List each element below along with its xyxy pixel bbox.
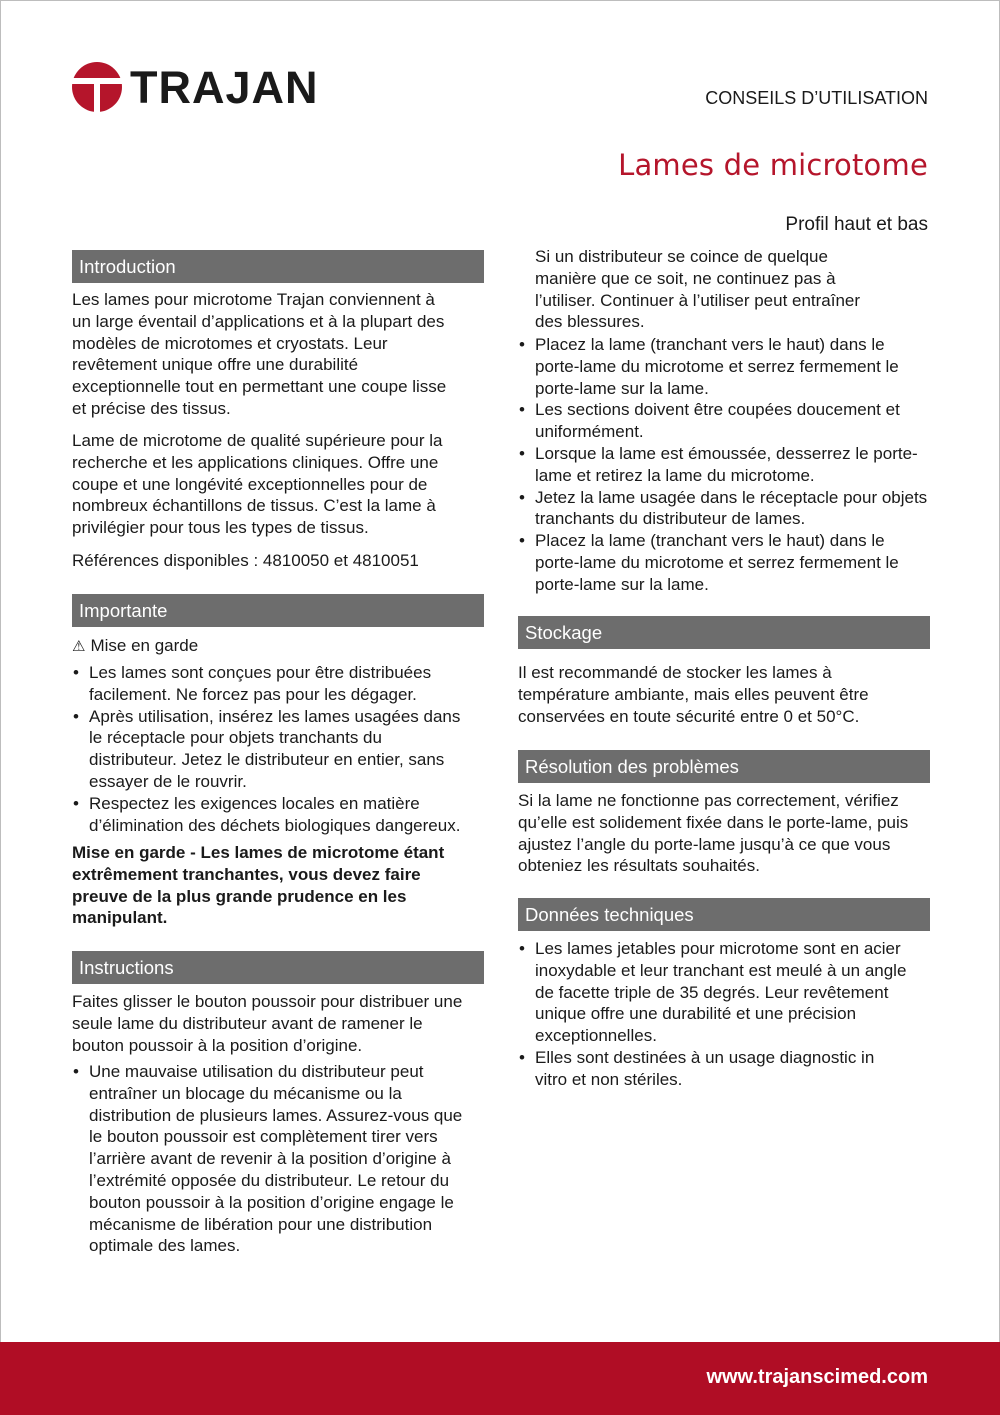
footer-bar — [0, 1342, 1000, 1415]
trajan-logo-icon — [72, 62, 122, 112]
list-item: • Respectez les exigences locales en matière d’élimination des déchets biologiques dangereux. — [72, 793, 484, 837]
importante-bullet-list — [72, 662, 484, 836]
warning-line — [72, 635, 198, 658]
list-item: • Elles sont destinées à un usage diagnostic in vitro et non stériles. — [518, 1047, 910, 1091]
list-item: • Après utilisation, insérez les lames usagées dans le réceptacle pour objets tranchants du distributeur. Jetez le distributeur en entier, sans essayer de le rouvrir. — [72, 706, 471, 793]
introduction-paragraph-2: Lame de microtome de qualité supérieure pour la recherche et les applications cliniques. Offre une coupe et une longévité exceptionnelles pour de nombreux échantillons de tissus. C’est la lame à privilégier pour tous les types de tissus. — [72, 431, 443, 538]
list-item: • Les sections doivent être coupées doucement et uniformément. — [518, 399, 930, 443]
instructions-paragraph: Faites glisser le bouton poussoir pour distribuer une seule lame du distributeur avant de ramener le bouton poussoir à la position d’origine. — [72, 992, 463, 1055]
instructions-bullet-list-left — [72, 1061, 484, 1257]
instructions-bullet-list-right — [518, 334, 930, 596]
footer-website-link[interactable]: www.trajanscimed.com — [706, 1366, 928, 1388]
list-item: • Jetez la lame usagée dans le réceptacle pour objets tranchants du distributeur de lames. — [518, 487, 930, 531]
list-item: • Les lames jetables pour microtome sont en acier inoxydable et leur tranchant est meulé à un angle de facette triple de 35 degrés. Leur revêtement unique offre une durabilité et une précision exceptionnelles. — [518, 938, 920, 1047]
warning-triangle-icon: ⚠ — [72, 637, 86, 655]
list-item: • Lorsque la lame est émoussée, desserrez le porte-lame et retirez la lame du microtome. — [518, 443, 930, 487]
bold-warning: Mise en garde - Les lames de microtome étant extrêmement tranchantes, vous devez faire preuve de la plus grande prudence en les manipulant. — [72, 843, 445, 928]
list-item: • Placez la lame (tranchant vers le haut) dans le porte-lame du microtome et serrez fermement le porte-lame sur la lame. — [518, 334, 915, 399]
section-heading-importante: Importante — [72, 594, 484, 627]
section-heading-resolution: Résolution des problèmes — [518, 750, 930, 783]
list-item: • Les lames sont conçues pour être distribuées facilement. Ne forcez pas pour les dégager. — [72, 662, 467, 706]
document-title: Lames de microtome — [618, 148, 928, 182]
list-item: • Placez la lame (tranchant vers le haut) dans le porte-lame du microtome et serrez fermement le porte-lame sur la lame. — [518, 530, 915, 595]
warning-label: Mise en garde — [90, 636, 199, 655]
introduction-references: Références disponibles : 4810050 et 4810051 — [72, 551, 419, 570]
trajan-logo — [72, 62, 319, 112]
document-type: CONSEILS D’UTILISATION — [705, 88, 928, 108]
instructions-continued: Si un distributeur se coince de quelque manière que ce soit, ne continuez pas à l’utiliser. Continuer à l’utiliser peut entraîner des blessures. — [535, 247, 861, 332]
brand-name: TRAJAN — [130, 61, 319, 113]
donnees-bullet-list — [518, 938, 930, 1091]
document-subtitle: Profil haut et bas — [785, 214, 928, 235]
section-heading-instructions: Instructions — [72, 951, 484, 984]
section-heading-stockage: Stockage — [518, 616, 930, 649]
list-item: • Une mauvaise utilisation du distributeur peut entraîner un blocage du mécanisme ou la distribution de plusieurs lames. Assurez-vous que le bouton poussoir est complètement tirer vers l’arrière avant de revenir à la position d’origine à l’extrémité opposée du distributeur. Le retour du bouton poussoir à la position d’origine engage le mécanisme de libération pour une distribution optimale des lames. — [72, 1061, 471, 1257]
section-heading-introduction: Introduction — [72, 250, 484, 283]
stockage-paragraph: Il est recommandé de stocker les lames à température ambiante, mais elles peuvent être conservées en toute sécurité entre 0 et 50°C. — [518, 663, 869, 726]
section-heading-donnees: Données techniques — [518, 898, 930, 931]
introduction-paragraph-1: Les lames pour microtome Trajan conviennent à un large éventail d’applications et à la plupart des modèles de microtomes et cryostats. Leur revêtement unique offre une durabilité exceptionnelle tout en permettant une coupe lisse et précise des tissus. — [72, 290, 447, 418]
resolution-paragraph: Si la lame ne fonctionne pas correctement, vérifiez qu’elle est solidement fixée dans le porte-lame, puis ajustez l’angle du porte-lame jusqu’à ce que vous obteniez les résultats souhaités. — [518, 791, 909, 876]
